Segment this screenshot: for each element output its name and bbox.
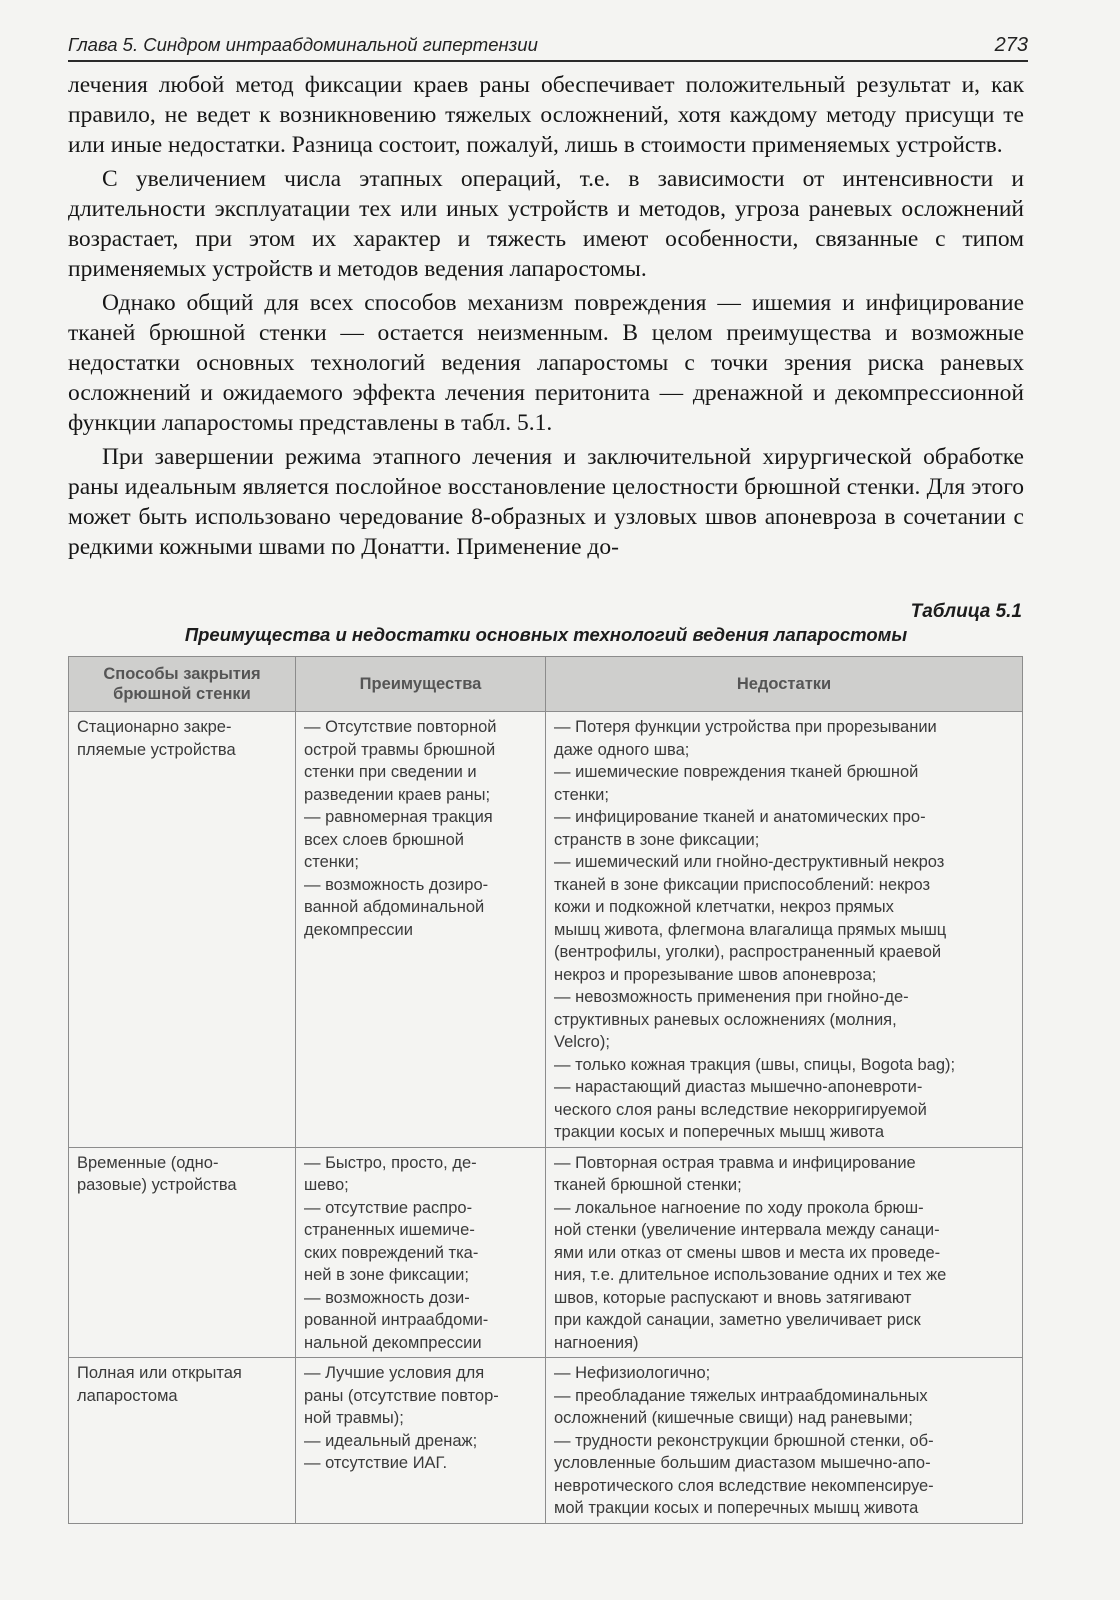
cell-line: ванной абдоминальной <box>304 898 485 916</box>
cell-line: — идеальный дренаж; <box>304 1431 478 1450</box>
cell-line: Полная или открытая <box>77 1364 242 1382</box>
cell-line: ней в зоне фиксации; <box>304 1266 469 1284</box>
column-header-disadvantages: Недостатки <box>546 657 1023 712</box>
cell-line: даже одного шва; <box>554 740 690 759</box>
cell-line: — только кожная тракция (швы, спицы, Bogota bag); <box>554 1055 956 1074</box>
cell-line: — равномерная тракция <box>304 808 493 826</box>
cell-advantages <box>296 1358 546 1524</box>
cell-line: рованной интраабдоми- <box>304 1311 489 1329</box>
cell-disadvantages <box>546 1147 1023 1358</box>
cell-line: условленные большим диастазом мышечно-апо- <box>554 1454 931 1472</box>
running-head <box>68 28 1028 62</box>
table-row <box>69 1358 1023 1524</box>
cell-line: — Быстро, просто, де- <box>304 1153 477 1172</box>
cell-line: ями или отказ от смены швов и места их проведе- <box>554 1243 941 1262</box>
cell-line: разовые) устройства <box>77 1176 237 1194</box>
cell-line: — преобладание тяжелых интраабдоминальных <box>554 1386 928 1405</box>
cell-line: мышц живота, флегмона влагалища прямых мышц <box>554 920 947 939</box>
chapter-title: Глава 5. Синдром интраабдоминальной гипертензии <box>68 34 538 55</box>
cell-line: — трудности реконструкции брюшной стенки, об- <box>554 1431 934 1450</box>
paragraph-4: При завершении режима этапного лечения и заключительной хирургической обработке раны идеальным является послойное восстановление целостности брюшной стенки. Для этого может быть использовано чередование 8-образных и узловых швов апоневроза в сочетании с редкими кожными швами по Донатти. Применение до- <box>68 444 1024 560</box>
cell-line: лапаростома <box>77 1386 178 1405</box>
table-number: Таблица 5.1 <box>910 601 1022 622</box>
cell-line: — инфицирование тканей и анатомических про- <box>554 808 926 826</box>
paragraph-3: Однако общий для всех способов механизм повреждения — ишемия и инфицирование тканей брюшной стенки — остается неизменным. В целом преимущества и возможные недостатки основных технологий ведения лапаростомы с точки зрения риска раневых осложнений и ожидаемого эффекта лечения перитонита — дренажной и декомпрессионной функции лапаростомы представлены в табл. 5.1. <box>68 290 1024 436</box>
table-row <box>69 712 1023 1148</box>
cell-line: — невозможность применения при гнойно-де- <box>554 988 909 1006</box>
cell-line: ной стенки (увеличение интервала между санаци- <box>554 1221 940 1239</box>
cell-line: — Отсутствие повторной <box>304 718 497 736</box>
cell-disadvantages <box>546 712 1023 1148</box>
cell-line: Velcro); <box>554 1033 610 1051</box>
cell-line: ной травмы); <box>304 1409 404 1427</box>
cell-disadvantages <box>546 1358 1023 1524</box>
cell-line: стенки при сведении и <box>304 763 477 781</box>
cell-line: невротического слоя вследствие некомпенсируе- <box>554 1476 934 1495</box>
cell-line: осложнений (кишечные свищи) над раневыми; <box>554 1409 913 1427</box>
paragraph-1: лечения любой метод фиксации краев раны обеспечивает положительный результат и, как правило, не ведет к возникновению тяжелых осложнений, хотя каждому методу присущи те или иные недостатки. Разница состоит, пожалуй, лишь в стоимости применяемых устройств. <box>68 72 1024 158</box>
cell-line: декомпрессии <box>304 920 413 939</box>
cell-line: — нарастающий диастаз мышечно-апоневроти- <box>554 1078 923 1096</box>
cell-line: — Повторная острая травма и инфицирование <box>554 1153 916 1172</box>
cell-line: ния, т.е. длительное использование одних и тех же <box>554 1266 947 1284</box>
cell-line: нальной декомпрессии <box>304 1333 482 1352</box>
cell-line: — ишемические повреждения тканей брюшной <box>554 763 919 781</box>
cell-line: структивных раневых осложнениях (молния, <box>554 1010 897 1029</box>
column-header-method: Способы закрытия брюшной стенки <box>69 657 296 712</box>
cell-line: — локальное нагноение по ходу прокола брюш- <box>554 1198 924 1217</box>
cell-line: — Нефизиологично; <box>554 1364 711 1382</box>
cell-line: Стационарно закре- <box>77 718 232 736</box>
cell-line: тракции косых и поперечных мышц живота <box>554 1123 885 1141</box>
cell-line: — Потеря функции устройства при прорезывании <box>554 718 937 736</box>
cell-advantages <box>296 1147 546 1358</box>
cell-line: раны (отсутствие повтор- <box>304 1386 499 1405</box>
cell-line: тканей брюшной стенки; <box>554 1176 742 1194</box>
cell-line: — ишемический или гнойно-деструктивный некроз <box>554 853 945 871</box>
cell-line: — Лучшие условия для <box>304 1364 485 1382</box>
cell-line: кожи и подкожной клетчатки, некроз прямых <box>554 898 894 916</box>
cell-line: нагноения) <box>554 1333 639 1352</box>
table-header-row <box>69 657 1023 712</box>
cell-line: ских повреждений тка- <box>304 1243 479 1262</box>
cell-line: всех слоев брюшной <box>304 830 464 849</box>
cell-line: — отсутствие ИАГ. <box>304 1454 448 1472</box>
cell-method <box>69 1358 296 1524</box>
cell-line: — возможность дози- <box>304 1288 470 1307</box>
cell-line: ческого слоя раны вследствие некорригируемой <box>554 1100 927 1119</box>
cell-line: мой тракции косых и поперечных мышц живота <box>554 1499 919 1517</box>
cell-method <box>69 712 296 1148</box>
cell-line: страненных ишемиче- <box>304 1221 475 1239</box>
body-text <box>68 70 1024 566</box>
cell-line: пляемые устройства <box>77 740 236 759</box>
column-header-advantages: Преимущества <box>296 657 546 712</box>
cell-advantages <box>296 712 546 1148</box>
cell-line: разведении краев раны; <box>304 785 491 804</box>
cell-line: стенки; <box>304 853 359 871</box>
cell-line: швов, которые распускают и вновь затягивают <box>554 1288 912 1307</box>
cell-line: стенки; <box>554 785 609 804</box>
cell-line: Временные (одно- <box>77 1153 219 1172</box>
page-number: 273 <box>994 34 1028 56</box>
cell-line: некроз и прорезывание швов апоневроза; <box>554 965 877 984</box>
cell-line: шево; <box>304 1176 349 1194</box>
table-row <box>69 1147 1023 1358</box>
cell-line: странств в зоне фиксации; <box>554 830 760 849</box>
cell-line: — отсутствие распро- <box>304 1198 473 1217</box>
cell-method <box>69 1147 296 1358</box>
cell-line: острой травмы брюшной <box>304 740 496 759</box>
comparison-table <box>68 656 1023 1524</box>
table-caption: Преимущества и недостатки основных технологий ведения лапаростомы <box>184 624 908 645</box>
cell-line: — возможность дозиро- <box>304 875 489 894</box>
paragraph-2: С увеличением числа этапных операций, т.е. в зависимости от интенсивности и длительности эксплуатации тех или иных устройств и методов, угроза раневых осложнений возрастает, при этом их характер и тяжесть имеют особенности, связанные с типом применяемых устройств и методов ведения лапаростомы. <box>68 166 1024 282</box>
cell-line: тканей в зоне фиксации приспособлений: некроз <box>554 875 931 894</box>
cell-line: (вентрофилы, уголки), распространенный краевой <box>554 943 942 961</box>
cell-line: при каждой санации, заметно увеличивает риск <box>554 1311 921 1329</box>
